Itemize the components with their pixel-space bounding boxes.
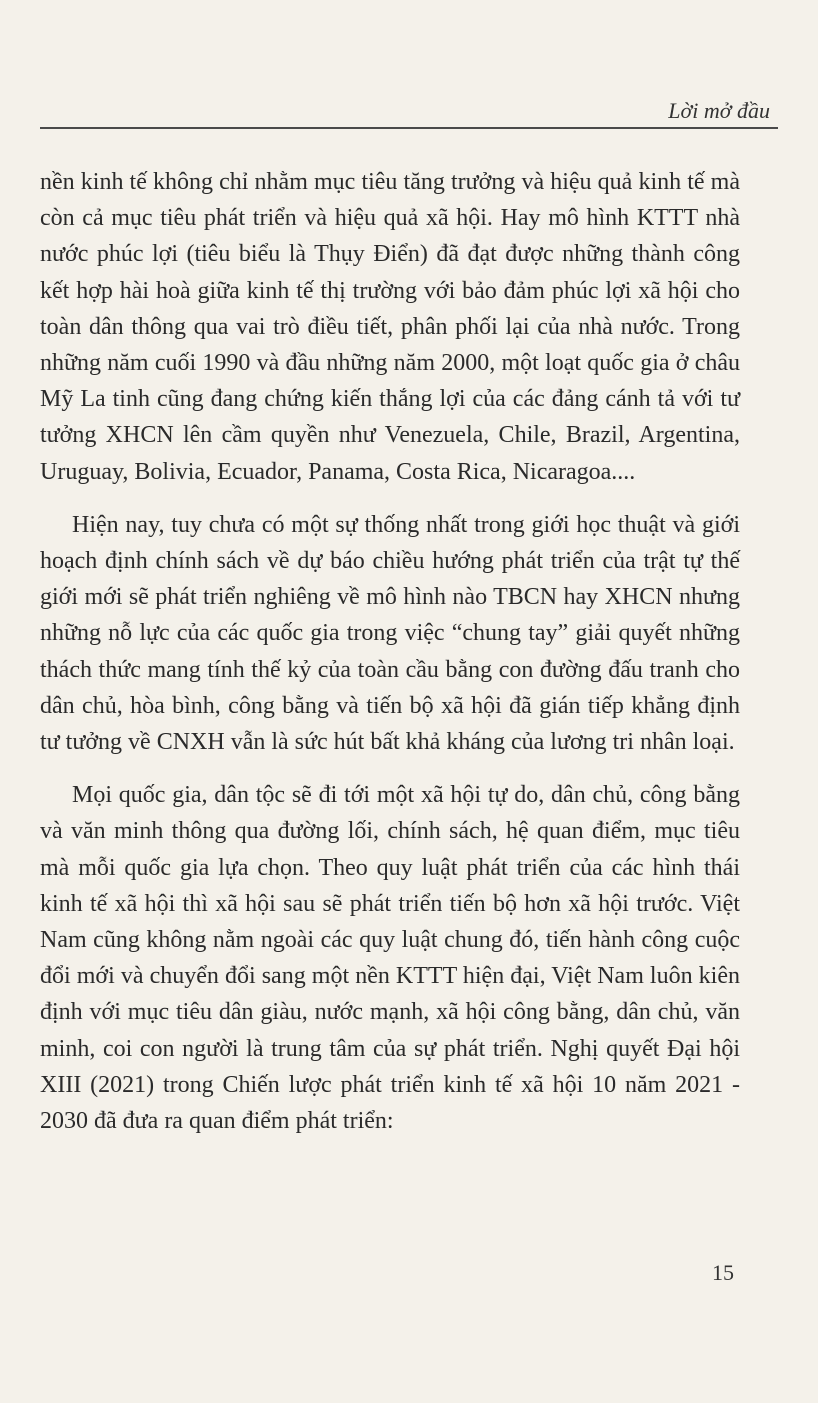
body-text <box>40 164 740 1139</box>
paragraph-continuation: nền kinh tế không chỉ nhằm mục tiêu tăng trưởng và hiệu quả kinh tế mà còn cả mục tiêu phát triển và hiệu quả xã hội. Hay mô hình KTTT nhà nước phúc lợi (tiêu biểu là Thụy Điển) đã đạt được những thành công kết hợp hài hoà giữa kinh tế thị trường với bảo đảm phúc lợi xã hội cho toàn dân thông qua vai trò điều tiết, phân phối lại của nhà nước. Trong những năm cuối 1990 và đầu những năm 2000, một loạt quốc gia ở châu Mỹ La tinh cũng đang chứng kiến thắng lợi của các đảng cánh tả với tư tưởng XHCN lên cầm quyền như Venezuela, Chile, Brazil, Argentina, Uruguay, Bolivia, Ecuador, Panama, Costa Rica, Nicaragoa.... <box>40 169 740 485</box>
paragraph: Mọi quốc gia, dân tộc sẽ đi tới một xã hội tự do, dân chủ, công bằng và văn minh thông qua đường lối, chính sách, hệ quan điểm, mục tiêu mà mỗi quốc gia lựa chọn. Theo quy luật phát triển của các hình thái kinh tế xã hội thì xã hội sau sẽ phát triển tiến bộ hơn xã hội trước. Việt Nam cũng không nằm ngoài các quy luật chung đó, tiến hành công cuộc đổi mới và chuyển đổi sang một nền KTTT hiện đại, Việt Nam luôn kiên định với mục tiêu dân giàu, nước mạnh, xã hội công bằng, dân chủ, văn minh, coi con người là trung tâm của sự phát triển. Nghị quyết Đại hội XIII (2021) trong Chiến lược phát triển kinh tế xã hội 10 năm 2021 - 2030 đã đưa ra quan điểm phát triển: <box>40 782 740 1135</box>
page-number: 15 <box>712 1260 734 1285</box>
header-rule <box>40 127 778 129</box>
running-header: Lời mở đầu <box>668 98 770 123</box>
paragraph: Hiện nay, tuy chưa có một sự thống nhất trong giới học thuật và giới hoạch định chính sách về dự báo chiều hướng phát triển của trật tự thế giới mới sẽ phát triển nghiêng về mô hình nào TBCN hay XHCN nhưng những nỗ lực của các quốc gia trong việc “chung tay” giải quyết những thách thức mang tính thế kỷ của toàn cầu bằng con đường đấu tranh cho dân chủ, hòa bình, công bằng và tiến bộ xã hội đã gián tiếp khẳng định tư tưởng về CNXH vẫn là sức hút bất khả kháng của lương tri nhân loại. <box>40 511 740 756</box>
